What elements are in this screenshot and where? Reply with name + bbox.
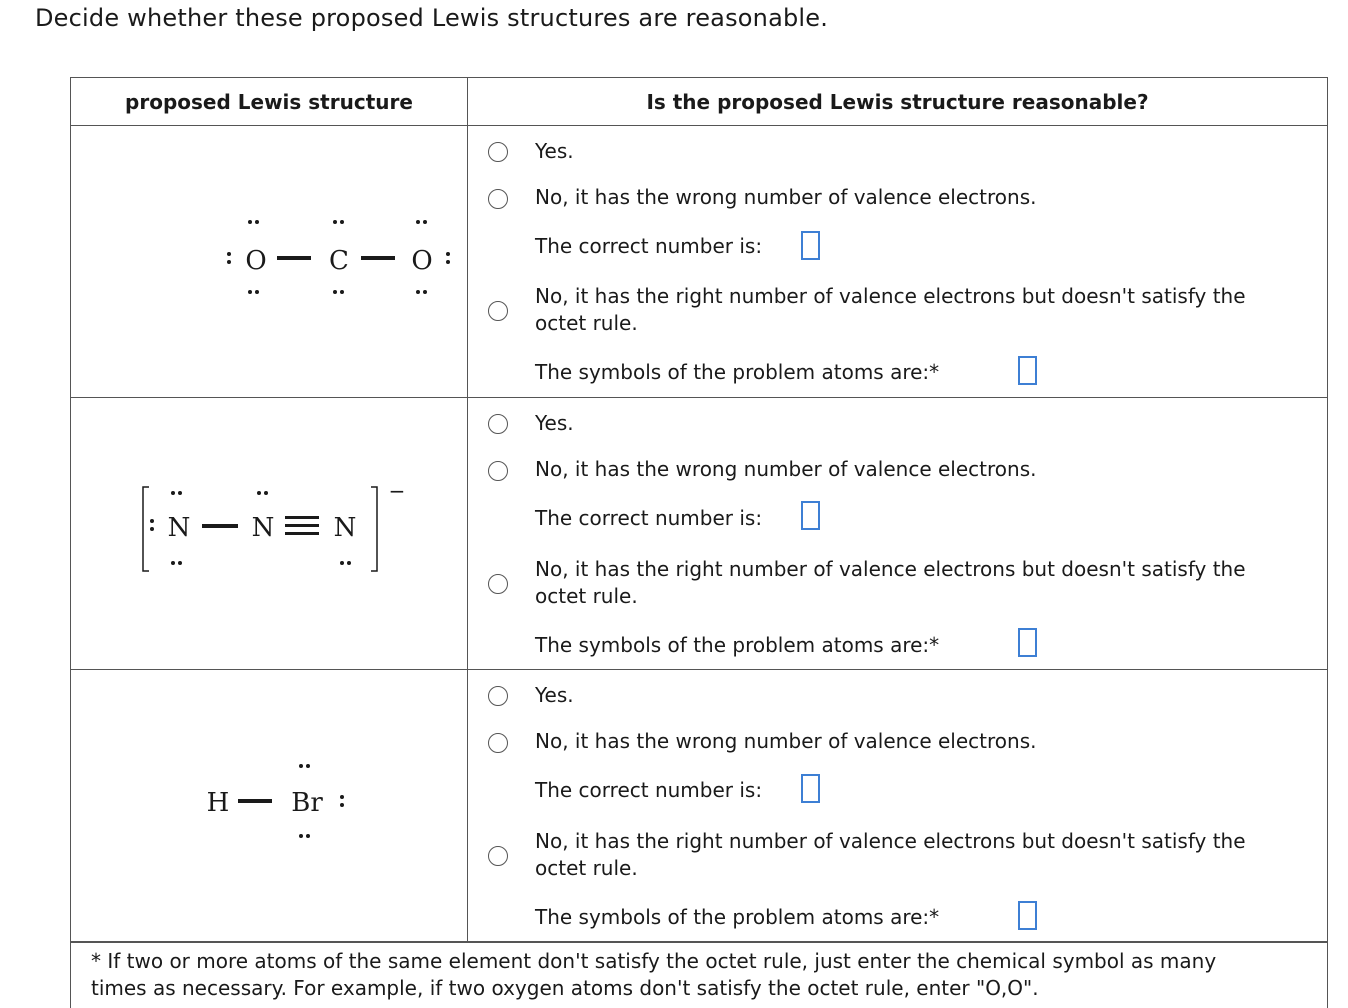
correct-number-label: The correct number is: <box>535 234 763 258</box>
option-octet-label-line1: No, it has the right number of valence electrons but doesn't satisfy the <box>535 284 1246 308</box>
problem-atoms-input[interactable] <box>1018 356 1037 385</box>
structure-cell <box>71 398 468 669</box>
lewis-structure-n3 <box>71 398 467 669</box>
ion-charge: − <box>388 479 406 503</box>
footnote-line1: * If two or more atoms of the same element don't satisfy the octet rule, just enter the chemical symbol as many <box>91 949 1217 973</box>
problem-atoms-label: The symbols of the problem atoms are:* <box>535 633 940 657</box>
option-yes-label: Yes. <box>535 139 574 163</box>
problem-atoms-label: The symbols of the problem atoms are:* <box>535 360 940 384</box>
radio-yes[interactable] <box>488 414 508 434</box>
atom-h: H <box>206 788 230 818</box>
table-row <box>71 398 1327 670</box>
answer-cell <box>468 126 1327 397</box>
problem-atoms-label: The symbols of the problem atoms are:* <box>535 905 940 929</box>
option-octet-label-line2: octet rule. <box>535 856 638 880</box>
footnote-line2: times as necessary. For example, if two oxygen atoms don't satisfy the octet rule, enter "O,O". <box>91 976 1039 1000</box>
option-yes-label: Yes. <box>535 411 574 435</box>
option-yes-label: Yes. <box>535 683 574 707</box>
radio-wrong-valence[interactable] <box>488 733 508 753</box>
atom-o-right: O <box>411 246 433 276</box>
correct-number-input[interactable] <box>801 501 820 530</box>
option-octet-label-line1: No, it has the right number of valence electrons but doesn't satisfy the <box>535 829 1246 853</box>
lewis-structure-oco <box>71 126 467 397</box>
radio-octet[interactable] <box>488 574 508 594</box>
problem-atoms-input[interactable] <box>1018 901 1037 930</box>
option-wrong-valence-label: No, it has the wrong number of valence electrons. <box>535 729 1037 753</box>
footnote <box>70 938 1328 1008</box>
option-wrong-valence-label: No, it has the wrong number of valence electrons. <box>535 457 1037 481</box>
correct-number-input[interactable] <box>801 774 820 803</box>
table-row <box>71 126 1327 398</box>
radio-wrong-valence[interactable] <box>488 461 508 481</box>
structure-cell <box>71 670 468 941</box>
atom-n-left: N <box>167 513 191 543</box>
table-row <box>71 670 1327 942</box>
option-octet-label-line1: No, it has the right number of valence electrons but doesn't satisfy the <box>535 557 1246 581</box>
problem-atoms-input[interactable] <box>1018 628 1037 657</box>
atom-n-right: N <box>333 513 357 543</box>
radio-yes[interactable] <box>488 686 508 706</box>
structure-cell <box>71 126 468 397</box>
answer-cell <box>468 398 1327 669</box>
col2-header: Is the proposed Lewis structure reasonable? <box>646 89 1149 114</box>
correct-number-label: The correct number is: <box>535 778 763 802</box>
option-wrong-valence-label: No, it has the wrong number of valence electrons. <box>535 185 1037 209</box>
option-octet-label-line2: octet rule. <box>535 311 638 335</box>
atom-c: C <box>329 246 349 276</box>
lewis-structure-hbr <box>71 670 467 941</box>
correct-number-label: The correct number is: <box>535 506 763 530</box>
radio-yes[interactable] <box>488 142 508 162</box>
answer-cell <box>468 670 1327 941</box>
radio-wrong-valence[interactable] <box>488 189 508 209</box>
col1-header: proposed Lewis structure <box>71 78 468 125</box>
radio-octet[interactable] <box>488 301 508 321</box>
atom-br: Br <box>291 788 323 818</box>
radio-octet[interactable] <box>488 846 508 866</box>
atom-n-middle: N <box>251 513 275 543</box>
page-title: Decide whether these proposed Lewis structures are reasonable. <box>35 4 829 32</box>
lewis-table <box>70 77 1328 943</box>
atom-o-left: O <box>245 246 267 276</box>
correct-number-input[interactable] <box>801 231 820 260</box>
table-header <box>71 78 1327 126</box>
option-octet-label-line2: octet rule. <box>535 584 638 608</box>
